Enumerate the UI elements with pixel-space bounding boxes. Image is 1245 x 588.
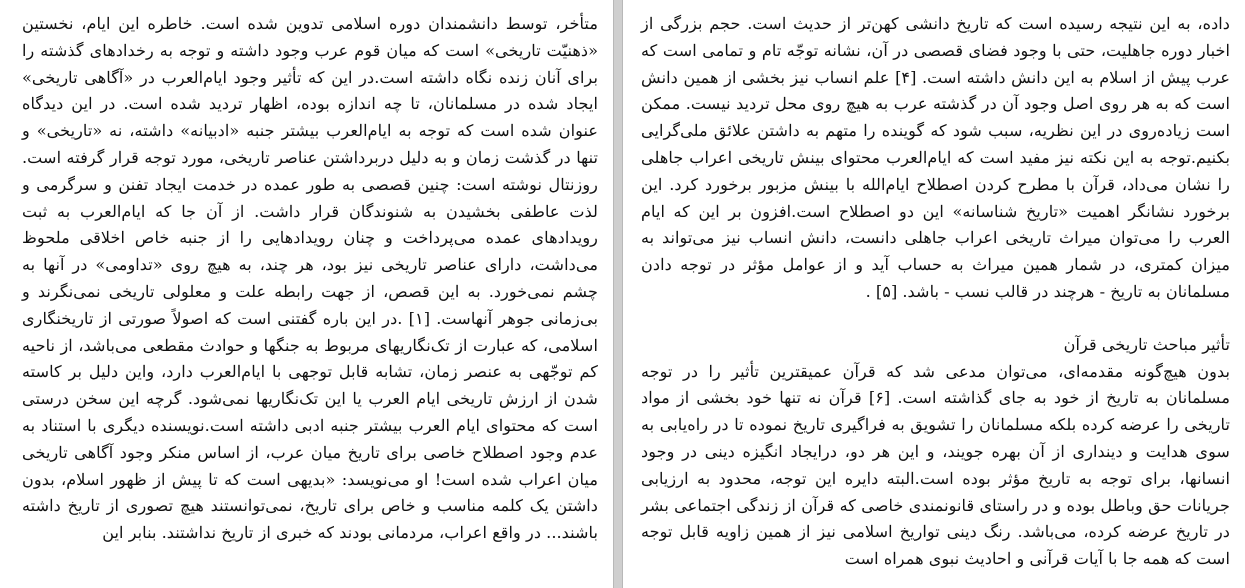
left-page-paragraph: متأخر، توسط دانشمندان دوره اسلامی تدوین شده است. خاطره این ایام، نخستین «ذهنیّت تاریخی» است که میان قوم عرب وجود داشته و توجه به رخدادهای گذشته را برای آنان زنده نگاه داشته است.در این که تأثیر وجود ایام‌العرب در «آگاهی تاریخی» ایجاد شده در مسلمانان، تا چه اندازه بوده، اظهار تردید شده است. در این دیدگاه عنوان شده است که توجه به ایام‌العرب بیشتر جنبه «ادبیانه» داشته، نه «تاریخی» و تنها در گذشت زمان و به دلیل دربرداشتن عناصر تاریخی، مورد توجه قرار گرفته است. روزنتال نوشته است: چنین قصصی به طور عمده در خدمت ایجاد تفنن و سرگرمی و لذت عاطفی بخشیدن به شنوندگان قرار داشت. از آن جا که ایام‌العرب به ثبت رویدادهای عمده می‌پرداخت و چنان رویدادهایی را از جنبه خاص اخلاقی ملحوظ می‌داشت، دارای عناصر تاریخی نیز بود، هر چند، به هیچ روی «تداومی» در آنها به چشم نمی‌خورد. به این قصص، از جهت رابطه علت و معلولی تاریخی نمی‌نگرند و بی‌زمانی جوهر آنهاست. [۱] .در این باره گفتنی است که اصولاً صورتی از تاریخنگاری اسلامی، که عبارت از تک‌نگاریهای مربوط به جنگها و حوادث مقطعی می‌باشد، از ناحیه کم توجّهی به عنصر زمان، تشابه قابل توجهی با ایام‌العرب دارد، واین دلیل بر کاسته شدن از ارزش تاریخی ایام العرب یا این تک‌نگاریها نمی‌شود. گرچه این سخن درستی است که محتوای ایام العرب بیشتر جنبه ادبی داشته است.نویسنده دیگری با استناد به عدم وجود اصطلاح خاصی برای تاریخ میان عرب، از اساس منکر وجود آگاهی تاریخی میان اعراب شده است! او می‌نویسد: «بدیهی است که تا پیش از ظهور اسلام، بدون داشتن یک کلمه مناسب و خاص برای تاریخ، نمی‌توانستند هیچ تصوری از تاریخ داشته باشند... در واقع اعراب، مردمانی بودند که خبری از تاریخ نداشتند. بنابر این bbox=[22, 14, 598, 543]
right-page bbox=[622, 0, 1245, 588]
section-heading: تأثیر مباحث تاریخی قرآن bbox=[1063, 334, 1230, 354]
right-page-paragraph-2: بدون هیچ‌گونه مقدمه‌ای، می‌توان مدعی شد که قرآن عمیقترین تأثیر را در توجه مسلمانان به تاریخ از خود به جای گذاشته است. [۶] قرآن نه تنها خود بخشی از مواد تاریخی را عرضه کرده بلکه مسلمانان را تشویق به فراگیری تاریخ نموده تا در راه‌یابی به سوی هدایت و دینداری از آن بهره جویند، و این هر دو، درایجاد انگیزه دینی در وجود انسانها، برای توجه به تاریخ مؤثر بوده است.البته دایره این توجه، محدود به ارزیابی جریانات حق وباطل بوده و در راستای قانونمندی خاصی که قرآن از زندگی اجتماعی بشر در تاریخ عرضه کرده، می‌باشد. رنگ دینی تواریخ اسلامی نیز از همین زاویه قابل توجه است که همه جا با آیات قرآنی و احادیث نبوی همراه است bbox=[641, 361, 1231, 569]
left-page bbox=[0, 0, 614, 588]
right-page-paragraph-1: داده، به این نتیجه رسیده است که تاریخ دانشی کهن‌تر از حدیث است. حجم بزرگی از اخبار دوره جاهلیت، حتی با وجود فضای قصصی در آن، نشانه توجّه تام و تمامی است که عرب پیش از اسلام به این دانش داشته است. [۴] علم انساب نیز بخشی از همین دانش است که به هر روی اصل وجود آن در گذشته عرب به هیچ روی محل تردید نیست. ممکن است زیاده‌روی در این نظریه، سبب شود که گوینده را متهم به داشتن علائق ملی‌گرایی بکنیم.توجه به این نکته نیز مفید است که ایام‌العرب محتوای بینش تاریخی اعراب جاهلی را نشان می‌داد، قرآن با مطرح کردن اصطلاح ایام‌الله با بینش مزبور برخورد کرد. این برخورد نشانگر اهمیت «تاریخ شناسانه» این دو اصطلاح است.افزون بر این که ایام العرب را می‌توان میراث تاریخی اعراب جاهلی دانست، دانش انساب نیز می‌تواند به میزان کمتری، در شمار همین میراث به حساب آید و از عوامل مؤثر در توجه دادن مسلمانان به تاریخ - هرچند در قالب نسب - باشد. [۵] . bbox=[641, 14, 1230, 301]
page-gutter bbox=[614, 0, 622, 588]
